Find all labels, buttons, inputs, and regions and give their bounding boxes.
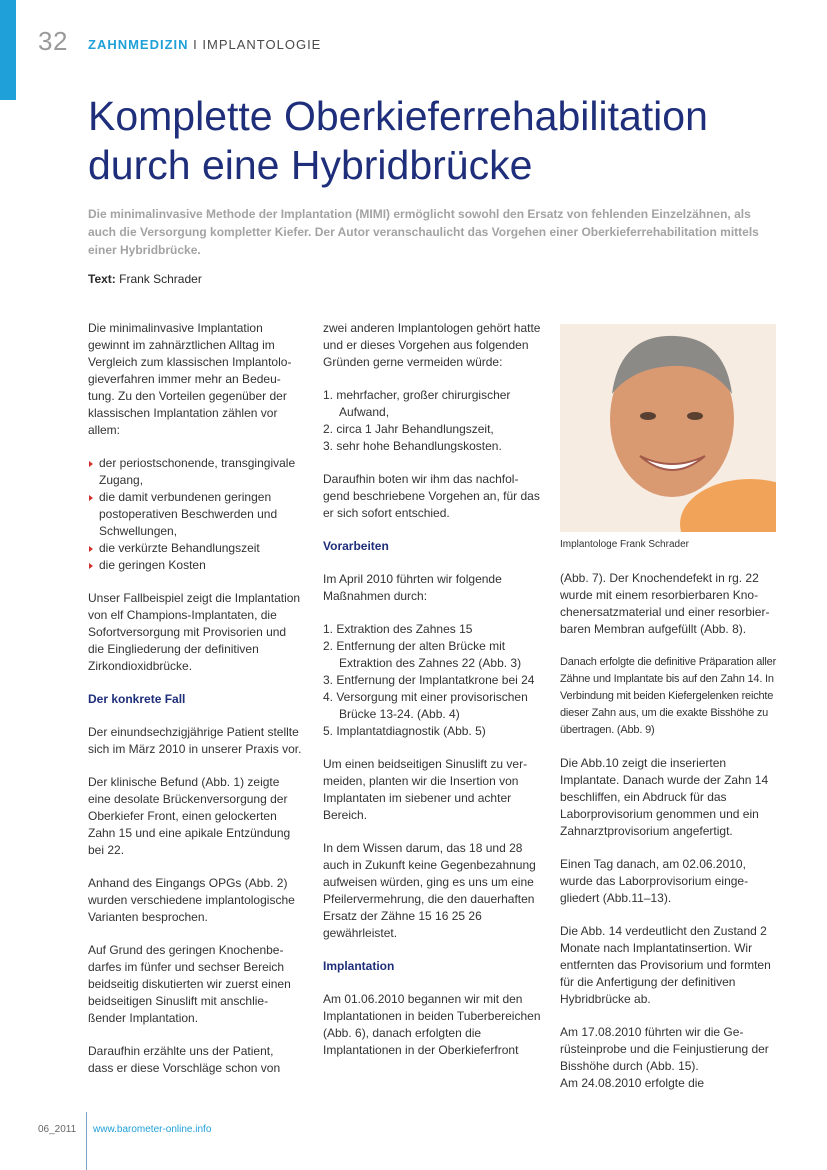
- heading-implantation: Implantation: [323, 959, 395, 973]
- list-item: 3. Entfernung der Implantatkrone bei 24: [323, 673, 535, 687]
- col2-paragraph: Daraufhin boten wir ihm das nachfolgend beschriebene Vorgehen an, für das er sich sofort entschied.: [323, 472, 540, 520]
- portrait-caption: Implantologe Frank Schrader: [560, 539, 689, 550]
- page-number: 32: [38, 26, 68, 56]
- article-title: [88, 92, 788, 190]
- list-item: die verkürzte Behandlungszeit: [88, 540, 302, 557]
- accent-bar: [0, 0, 16, 100]
- title-line-1: Komplette Oberkieferrehabilitation: [88, 93, 708, 139]
- list-item: 3. sehr hohe Behandlungskosten.: [323, 439, 502, 453]
- running-head: [88, 37, 321, 52]
- advantages-list: [88, 455, 302, 574]
- col3-paragraph: (Abb. 7). Der Knochendefekt in rg. 22 wurde mit einem resorbierbaren Knochenersatzmaterial und einer resorbierbaren Membran aufgefüllt (Abb. 8).: [560, 571, 770, 636]
- column-2: [323, 320, 541, 1075]
- col2-paragraph: zwei anderen Implantologen gehört hatte und er dieses Vorgehen aus folgenden Gründen gerne vermeiden würde:: [323, 321, 541, 369]
- list-item: 5. Implantatdiagnostik (Abb. 5): [323, 724, 486, 738]
- head-separator: I: [188, 37, 203, 52]
- col2-paragraph: In dem Wissen darum, das 18 und 28 auch in Zukunft keine Gegenbezahnung aufweisen würden, ging es uns um eine Pfeilervermehrung, die den dauerhaften Ersatz der Zähne 15 16 25 26 gewährleistet.: [323, 841, 536, 940]
- byline: [88, 272, 202, 286]
- col3-paragraph: Am 17.08.2010 führten wir die Gerüsteinprobe und die Feinjustierung der Bisshöhe durch (Abb. 15).: [560, 1025, 769, 1073]
- article-lead: Die minimalinvasive Methode der Implantation (MIMI) ermöglicht sowohl den Ersatz von fehlenden Einzelzähnen, als auch die Versorgung kompletter Kiefer. Der Autor veranschaulicht das Vorgehen einer Oberkieferrehabilitation mittels einer Hybridbrücke.: [88, 207, 759, 257]
- col1-paragraph: Der klinische Befund (Abb. 1) zeigte eine desolate Brückenversorgung der Oberkiefer Front, einen gelockerten Zahn 15 und eine apikale Entzündung bei 22.: [88, 775, 291, 857]
- footer-divider: [86, 1112, 87, 1170]
- col2-paragraph: Um einen beidseitigen Sinuslift zu vermeiden, planten wir die Insertion von Implantaten im siebener und achter Bereich.: [323, 757, 528, 822]
- reasons-list: [323, 387, 541, 455]
- measures-list: [323, 621, 541, 740]
- byline-label: Text:: [88, 272, 116, 286]
- list-item: 2. Entfernung der alten Brücke mit Extraktion des Zahnes 22 (Abb. 3): [323, 639, 522, 670]
- title-line-2: durch eine Hybridbrücke: [88, 142, 533, 188]
- category-label: ZAHNMEDIZIN: [88, 37, 189, 52]
- footer-website-link[interactable]: www.barometer-online.info: [93, 1124, 212, 1135]
- author-portrait: [560, 324, 776, 532]
- col1-paragraph: Unser Fallbeispiel zeigt die Implantation von elf Champions-Implantaten, die Sofortversorgung mit Provisorien und die Eingliederung der definitiven Zirkondioxidbrücke.: [88, 591, 301, 673]
- section-label: IMPLANTOLOGIE: [202, 37, 322, 52]
- column-1: [88, 320, 302, 1093]
- col2-paragraph: Am 01.06.2010 begannen wir mit den Implantationen in beiden Tuberbereichen (Abb. 6), danach erfolgten die Implantationen in der Oberkieferfront: [323, 992, 541, 1057]
- footer-issue: 06_2011: [38, 1124, 77, 1135]
- col1-paragraph: Anhand des Eingangs OPGs (Abb. 2) wurden verschiedene implantologische Varianten besprochen.: [88, 876, 295, 924]
- list-item: die geringen Kosten: [88, 557, 302, 574]
- col1-paragraph: Daraufhin erzählte uns der Patient, dass er diese Vorschläge schon von: [88, 1044, 281, 1075]
- col3-paragraph: Am 24.08.2010 erfolgte die: [560, 1076, 705, 1090]
- portrait-illustration: [560, 324, 776, 532]
- col3-paragraph: Die Abb.10 zeigt die inserierten Implantate. Danach wurde der Zahn 14 beschliffen, ein Abdruck für das Laborprovisorium genommen und ein Zahnarztprovisorium angefertigt.: [560, 756, 769, 838]
- col1-paragraph: Die minimalinvasive Implantation gewinnt im zahnärztlichen Alltag im Vergleich zum klassischen Implantologieverfahren immer mehr an Bedeutung. Zu den Vorteilen gegenüber der klassischen Implantation zählen vor allem:: [88, 321, 292, 437]
- list-item: 2. circa 1 Jahr Behandlungszeit,: [323, 422, 494, 436]
- byline-name: Frank Schrader: [115, 272, 202, 286]
- col3-paragraph: Einen Tag danach, am 02.06.2010, wurde das Laborprovisorium eingegliedert (Abb.11–13).: [560, 857, 749, 905]
- list-item: die damit verbundenen geringen postoperativen Beschwerden und Schwellungen,: [88, 489, 302, 540]
- column-3: [560, 570, 777, 1108]
- list-item: 4. Versorgung mit einer provisorischen Brücke 13-24. (Abb. 4): [323, 690, 528, 721]
- col1-paragraph: Der einundsechzigjährige Patient stellte sich im März 2010 in unserer Praxis vor.: [88, 725, 302, 756]
- list-item: der periostschonende, transgingivale Zugang,: [88, 455, 302, 489]
- col1-paragraph: Auf Grund des geringen Knochenbedarfes im fünfer und sechser Bereich beidseitig diskutierten wir zuerst einen beidseitigen Sinuslift mit anschließender Implantation.: [88, 943, 291, 1025]
- list-item: 1. Extraktion des Zahnes 15: [323, 622, 473, 636]
- col2-paragraph: Im April 2010 führten wir folgende Maßnahmen durch:: [323, 572, 502, 603]
- heading-vorarbeiten: Vorarbeiten: [323, 539, 389, 553]
- heading-konkrete-fall: Der konkrete Fall: [88, 692, 186, 706]
- list-item: 1. mehrfacher, großer chirurgischer Aufwand,: [323, 388, 511, 419]
- col3-paragraph: Danach erfolgte die definitive Präparation aller Zähne und Implantate bis auf den Zahn 14. In Verbindung mit beiden Kiefergelenken reichte dieser Zahn aus, um die exakte Bisshöhe zu übertragen. (Abb. 9): [560, 656, 777, 736]
- col3-paragraph: Die Abb. 14 verdeutlicht den Zustand 2 Monate nach Implantatinsertion. Wir entfernten das Provisorium und formten für die Anfertigung der definitiven Hybridbrücke ab.: [560, 924, 771, 1006]
